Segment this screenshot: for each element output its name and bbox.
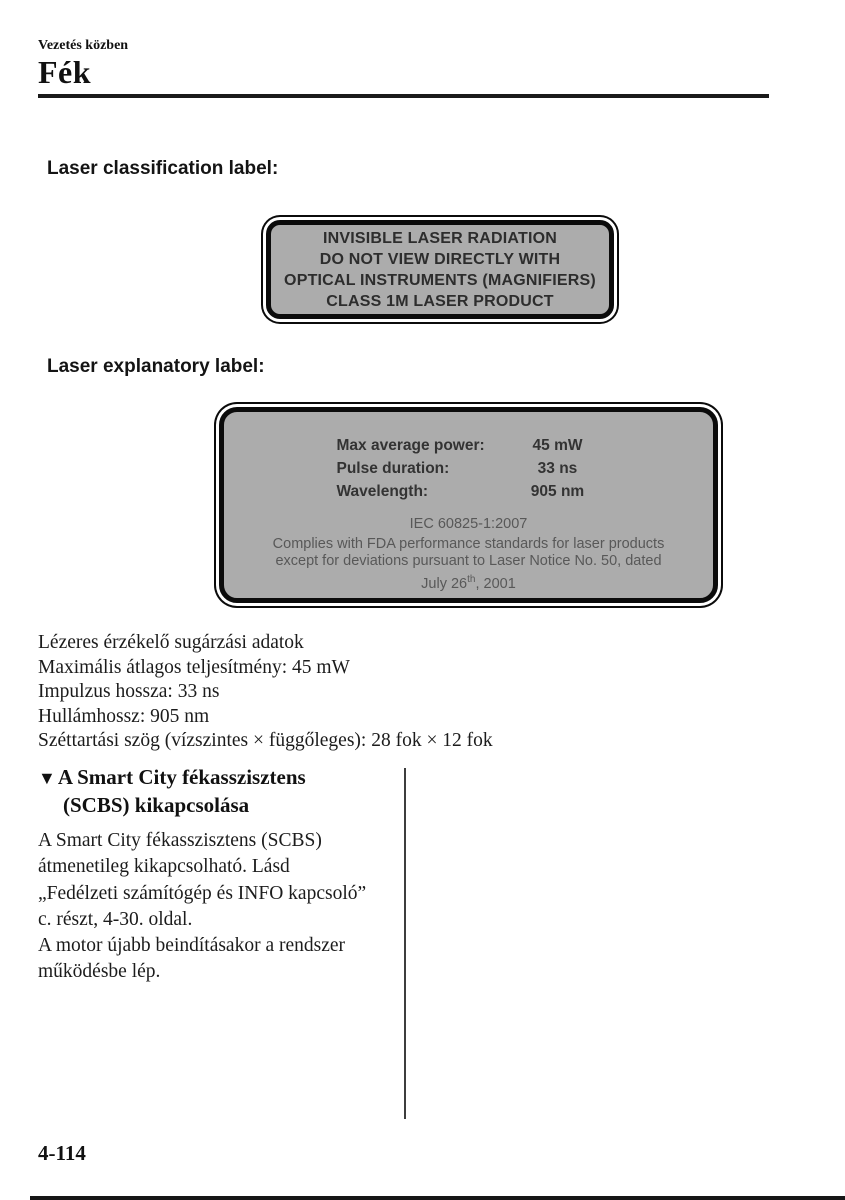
spec-line: Impulzus hossza: 33 ns xyxy=(38,681,220,703)
compliance-statement xyxy=(273,516,665,593)
spec-line: Lézeres érzékelő sugárzási adatok xyxy=(38,632,304,653)
body-line: c. részt, 4-30. oldal. xyxy=(38,908,193,930)
standard-reference: IEC 60825-1:2007 xyxy=(409,516,528,532)
body-line: A Smart City fékasszisztens (SCBS) xyxy=(38,830,322,851)
classification-line: CLASS 1M LASER PRODUCT xyxy=(326,292,554,310)
body-line: „Fedélzeti számítógép és INFO kapcsoló” xyxy=(38,882,367,904)
laser-classification-label-plate xyxy=(266,220,614,319)
page-title: Fék xyxy=(38,54,92,90)
param-name: Pulse duration: xyxy=(336,460,450,477)
ordinal-superscript: th xyxy=(467,573,476,585)
scbs-section-heading: ▼A Smart City fékasszisztens (SCBS) kikapcsolása xyxy=(38,765,306,817)
page-number: 4-114 xyxy=(38,1141,86,1165)
param-name: Max average power: xyxy=(336,437,485,454)
classification-line: DO NOT VIEW DIRECTLY WITH xyxy=(319,250,561,268)
body-line: működésbe lép. xyxy=(38,961,161,983)
spec-line: Széttartási szög (vízszintes × függőleges): 28 fok × 12 fok xyxy=(38,730,493,752)
classification-caption: Laser classification label: xyxy=(47,158,279,179)
param-value: 45 mW xyxy=(532,437,583,454)
explanatory-caption: Laser explanatory label: xyxy=(47,356,265,377)
header-rule xyxy=(38,94,769,98)
column-divider xyxy=(404,768,406,1119)
compliance-line: except for deviations pursuant to Laser Notice No. 50, dated xyxy=(275,553,662,569)
body-line: A motor újabb beindításakor a rendszer xyxy=(38,935,346,957)
compliance-date: July 26th, 2001 xyxy=(421,573,516,592)
param-value: 905 nm xyxy=(530,483,585,500)
section-triangle-icon: ▼ xyxy=(38,768,58,788)
classification-line: OPTICAL INSTRUMENTS (MAGNIFIERS) xyxy=(284,271,596,289)
chapter-eyebrow: Vezetés közben xyxy=(38,38,129,53)
laser-explanatory-label-plate xyxy=(219,407,718,603)
param-value: 33 ns xyxy=(537,460,578,477)
scbs-section-body xyxy=(38,828,366,986)
spec-line: Hullámhossz: 905 nm xyxy=(38,705,210,727)
param-name: Wavelength: xyxy=(336,483,429,500)
bottom-edge-bar xyxy=(30,1196,845,1200)
laser-parameter-table xyxy=(337,434,601,503)
spec-line: Maximális átlagos teljesítmény: 45 mW xyxy=(38,656,350,678)
body-line: átmenetileg kikapcsolható. Lásd xyxy=(38,856,290,878)
compliance-line: Complies with FDA performance standards for laser products xyxy=(272,535,665,552)
radiation-spec-block xyxy=(38,631,493,754)
classification-line: INVISIBLE LASER RADIATION xyxy=(322,229,558,247)
